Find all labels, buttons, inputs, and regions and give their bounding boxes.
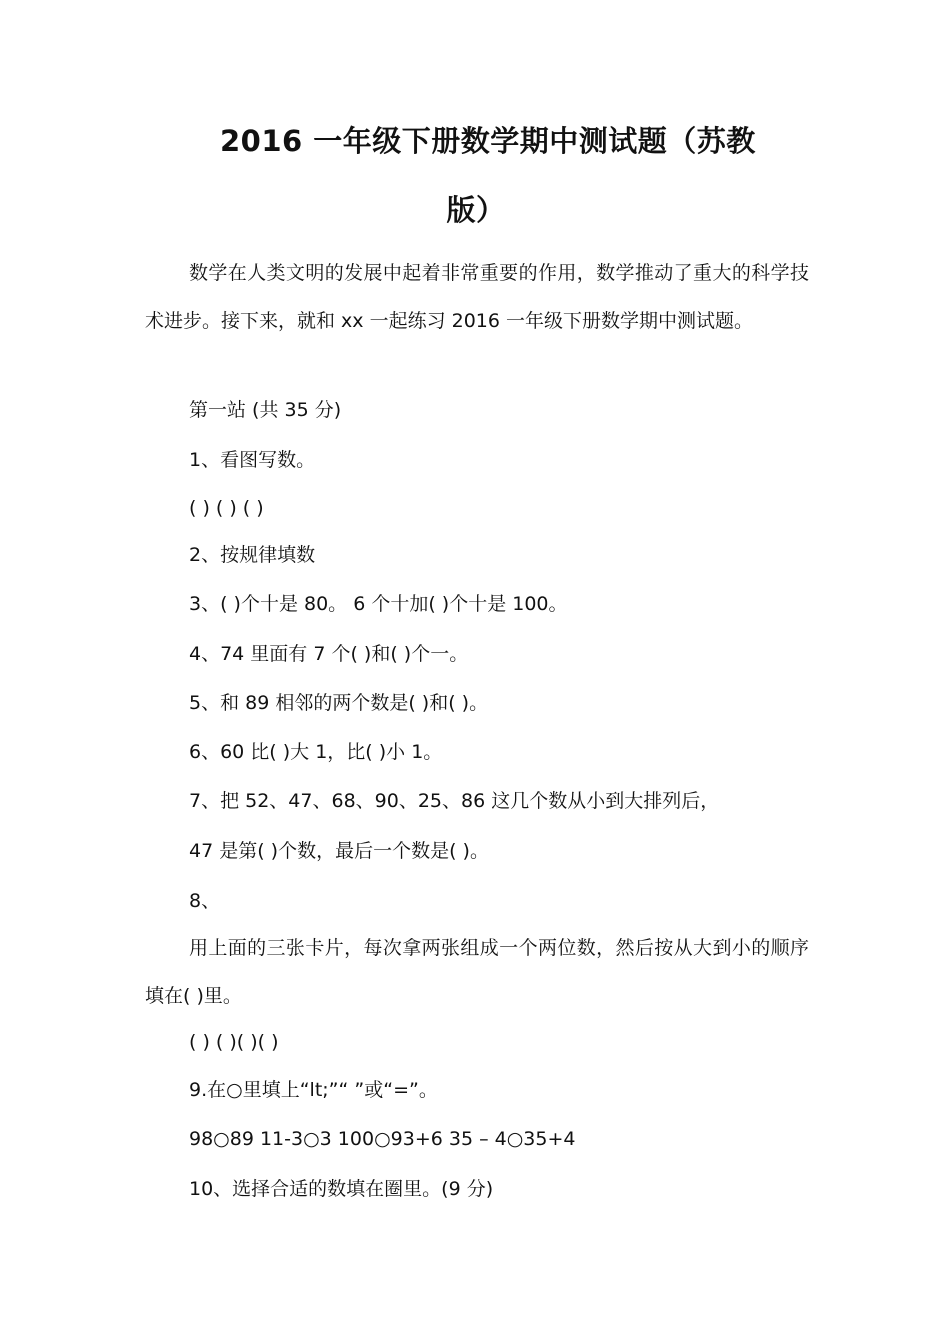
document-title-continued: 版） xyxy=(446,193,506,227)
question-9-items: 98○89 11-3○3 100○93+6 35 – 4○35+4 xyxy=(189,1128,576,1150)
question-10: 10、选择合适的数填在圈里。(9 分) xyxy=(189,1178,494,1200)
question-6: 6、60 比( )大 1，比( )小 1。 xyxy=(189,741,443,763)
question-1-blanks: ( ) ( ) ( ) xyxy=(189,497,264,519)
question-1: 1、看图写数。 xyxy=(189,449,316,471)
question-4: 4、74 里面有 7 个( )和( )个一。 xyxy=(189,643,469,665)
document-title: 2016 一年级下册数学期中测试题（苏教 xyxy=(220,124,756,158)
question-2: 2、按规律填数 xyxy=(189,544,316,566)
question-5: 5、和 89 相邻的两个数是( )和( )。 xyxy=(189,692,489,714)
question-8: 8、 xyxy=(189,890,221,912)
question-7: 7、把 52、47、68、90、25、86 这几个数从小到大排列后， xyxy=(189,790,720,812)
question-8-text: 用上面的三张卡片，每次拿两张组成一个两位数，然后按从大到小的顺序填在( )里。 xyxy=(145,937,809,1007)
question-8-blanks: ( ) ( )( )( ) xyxy=(189,1031,279,1053)
question-3: 3、( )个十是 80。 6 个十加( )个十是 100。 xyxy=(189,593,568,615)
question-7-continued: 47 是第( )个数，最后一个数是( )。 xyxy=(189,840,489,862)
question-9: 9.在○里填上“lt;”“ ”或“=”。 xyxy=(189,1079,438,1101)
section-heading: 第一站 (共 35 分) xyxy=(189,399,342,421)
intro-paragraph: 数学在人类文明的发展中起着非常重要的作用，数学推动了重大的科学技术进步。接下来，就和 xx 一起练习 2016 一年级下册数学期中测试题。 xyxy=(145,262,809,332)
